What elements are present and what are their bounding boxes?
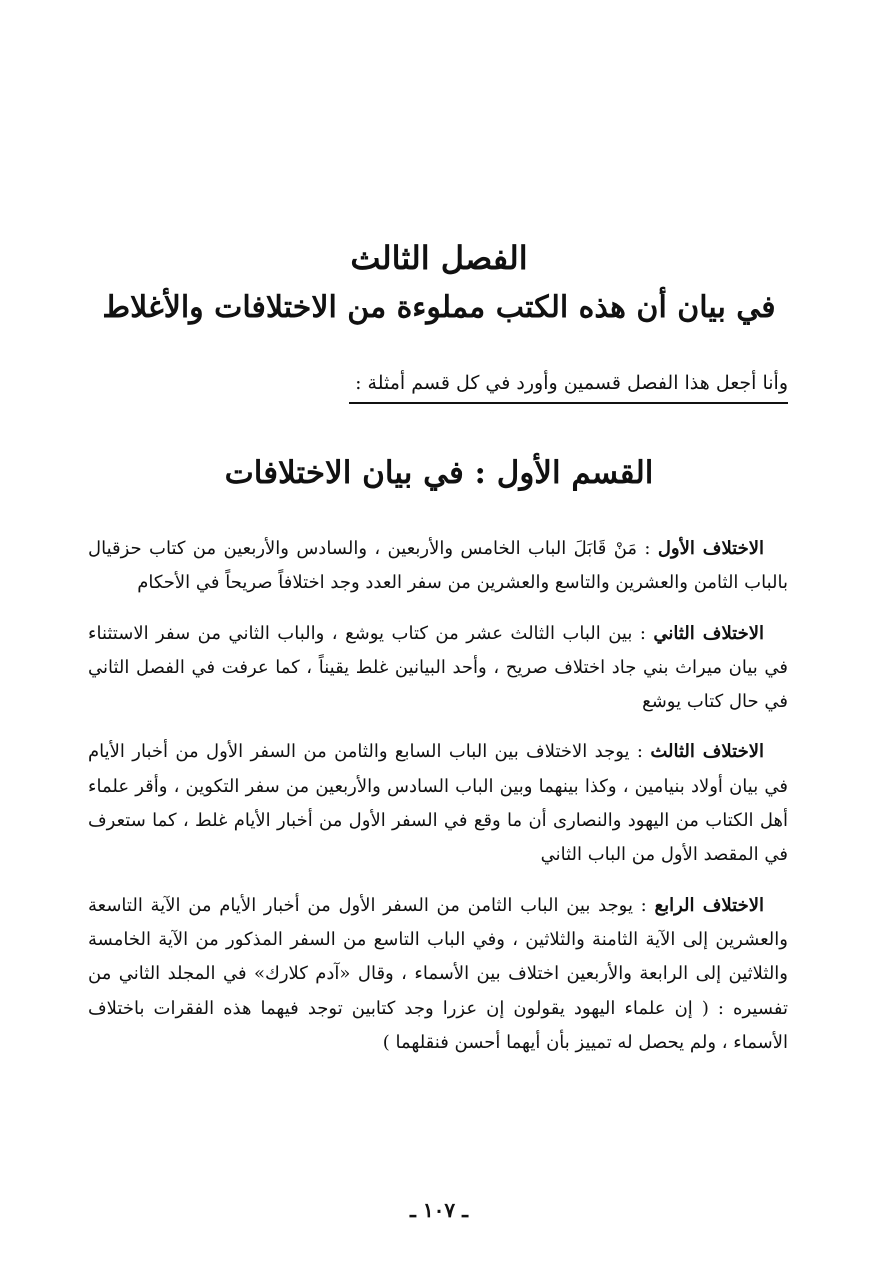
paragraph-label: الاختلاف الثالث — [650, 741, 764, 763]
paragraph-difference-1 — [88, 532, 788, 601]
paragraph-text: : مَنْ قَابَلَ الباب الخامس والأربعين ، والسادس والأربعين من كتاب حزقيال بالباب الثامن والعشرين والتاسع والعشرين من سفر العدد وجد اختلافاً صريحاً في الأحكام — [88, 538, 788, 594]
paragraph-text: : بين الباب الثالث عشر من كتاب يوشع ، والباب الثاني من سفر الاستثناء في بيان ميراث بني جاد اختلاف صريح ، وأحد البيانين غلط يقيناً ، كما عرفت في الفصل الثاني في حال كتاب يوشع — [88, 622, 788, 713]
paragraph-difference-3 — [88, 735, 788, 872]
paragraph-label: الاختلاف الثاني — [653, 622, 765, 644]
paragraph-difference-4 — [88, 889, 788, 1060]
paragraph-label: الاختلاف الأول — [657, 538, 765, 559]
chapter-title: الفصل الثالث — [350, 239, 528, 277]
paragraph-text: : يوجد الاختلاف بين الباب السابع والثامن من السفر الأول من أخبار الأيام في بيان أولاد بنيامين ، وكذا بينهما وبين الباب السادس والأربعين من سفر التكوين ، وأقر علماء أهل الكتاب من اليهود والنصارى أن ما وقع في السفر الأول من أخبار الأيام غلط ، كما ستعرف في المقصد الأول من الباب الثاني — [88, 741, 788, 866]
intro-sentence: وأنا أجعل هذا الفصل قسمين وأورد في كل قسم أمثلة : — [349, 368, 788, 404]
paragraph-text: : يوجد بين الباب الثامن من السفر الأول من أخبار الأيام من الآية التاسعة والعشرين إلى الآية الثامنة والثلاثين ، وفي الباب التاسع من السفر المذكور من الآية الخامسة والثلاثين إلى الرابعة والأربعين اختلاف بين الأسماء ، وقال «آدم كلارك» في المجلد الثاني من تفسيره : ( إن علماء اليهود يقولون إن عزرا وجد كتابين توجد فيهما هذه الفقرات باختلاف الأسماء ، ولم يحصل له تمييز بأن أيهما أحسن فنقلهما ) — [88, 894, 788, 1053]
page-number: ـ ١٠٧ ـ — [410, 1198, 468, 1222]
paragraph-difference-2 — [88, 617, 788, 720]
chapter-subtitle: في بيان أن هذه الكتب مملوءة من الاختلافات والأغلاط — [102, 290, 776, 325]
body-text — [88, 532, 788, 1076]
section-title: القسم الأول : في بيان الاختلافات — [224, 455, 654, 491]
paragraph-label: الاختلاف الرابع — [654, 894, 764, 916]
